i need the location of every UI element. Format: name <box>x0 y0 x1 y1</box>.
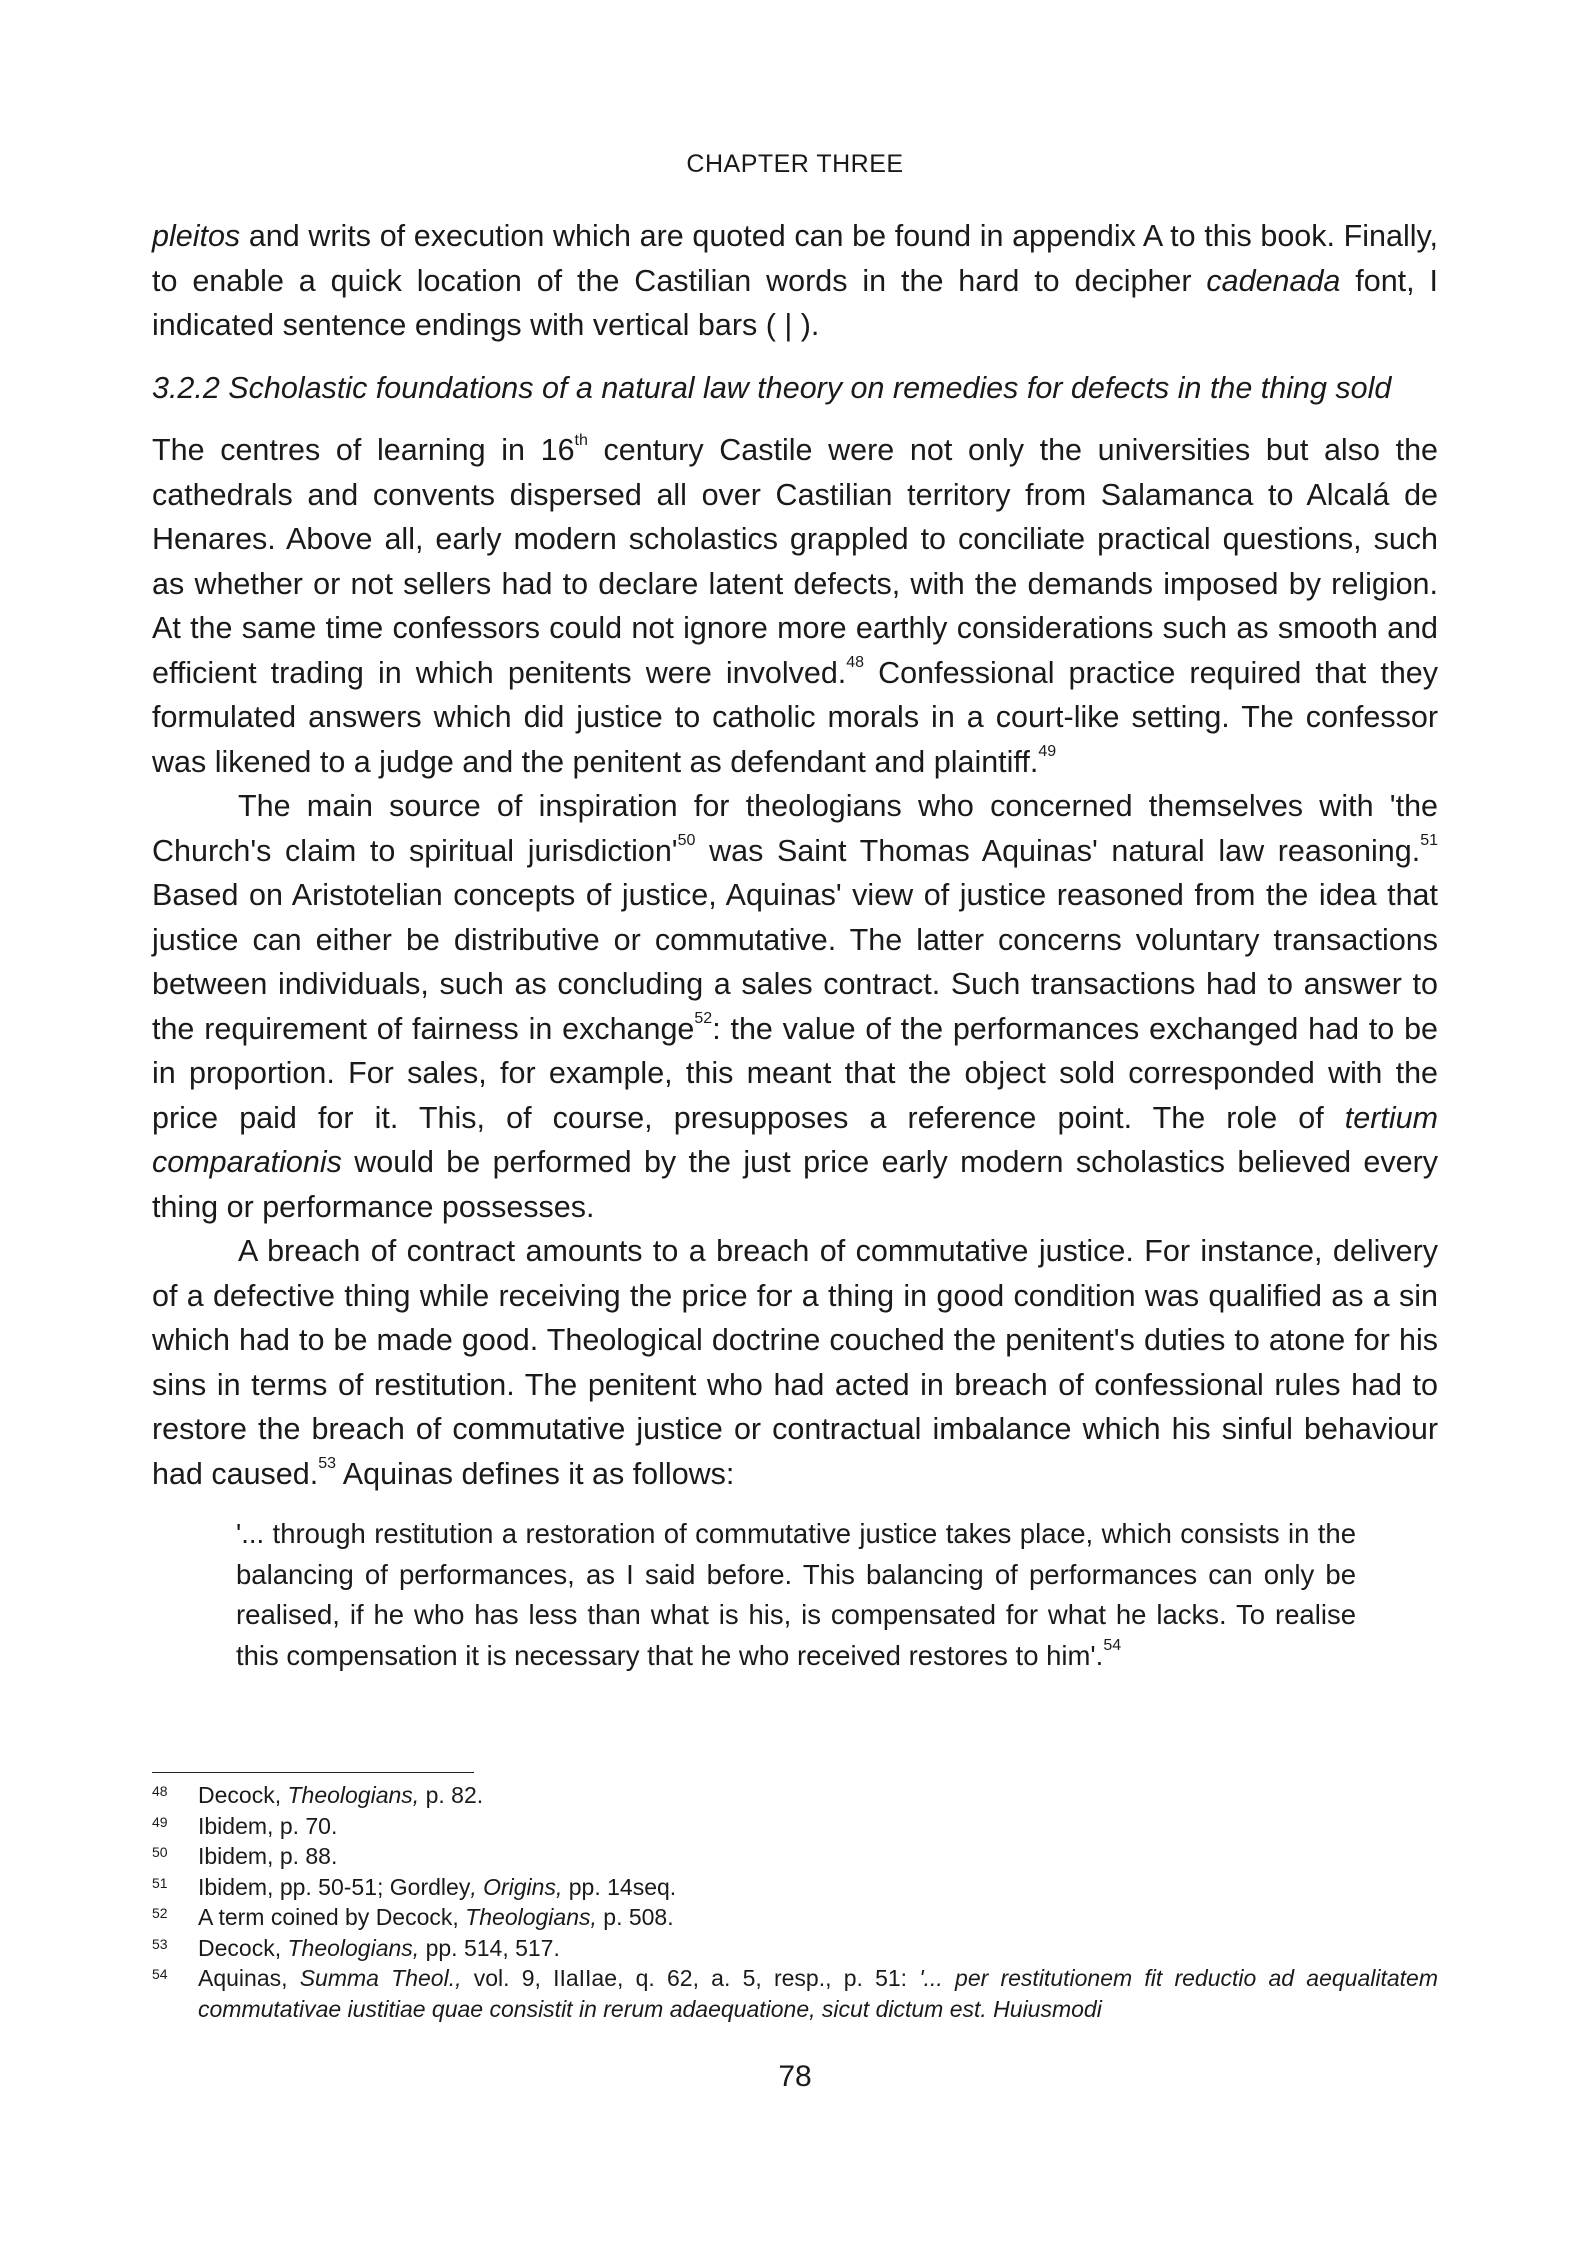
section-heading: 3.2.2 Scholastic foundations of a natural law theory on remedies for defects in the thing sold <box>152 370 1392 405</box>
footnote-ref[interactable]: 50 <box>677 832 696 850</box>
footnote-ref[interactable]: 48 <box>846 654 865 672</box>
block-quote: '... through restitution a restoration of commutative justice takes place, which consists in the balancing of performances, as I said before. This balancing of performances can only be realised, if he who has less than what is his, is compensated for what he lacks. To realise this compensation it is necessary that he who received restores to him'.$^{54}$ <box>236 1518 1356 1671</box>
footnote: 48 Decock, Theologians, p. 82. <box>152 1782 484 1808</box>
paragraph: The main source of inspiration for theologians who concerned themselves with 'the Church's claim to spiritual $jurisdiction'^{50}$ was Saint Thomas Aquinas' natural law reasoning.$^{51}$ Based on Aristotelian concepts of justice, Aquinas' view of justice reasoned from the idea that justice can either be distributive or commutative. The latter concerns voluntary transactions between individuals, such as concluding a sales contract. Such transactions had to answer to the requirement of fairness in exchange$^{52}$: the value of the performances exchanged had to be in proportion. For sales, for example, this meant that the object sold corresponded with the price paid for it. This, of course, presupposes a reference point. The role of tertium comparationis would be performed by the just price early modern scholastics believed every thing or performance possesses. <box>152 789 1438 1224</box>
running-header: CHAPTER THREE <box>686 150 904 178</box>
footnote: 49 Ibidem, p. 70. <box>152 1812 338 1839</box>
footnote-ref[interactable]: 51 <box>1420 832 1438 850</box>
page-number: 78 <box>778 2060 812 2093</box>
paragraph: A breach of contract amounts to a breach of commutative justice. For instance, delivery of a defective thing while receiving the price for a thing in good condition was qualified as a sin which had to be made good. Theological doctrine couched the penitent's duties to atone for his sins in terms of restitution. The penitent who had acted in breach of confessional rules had to restore the breach of commutative justice or contractual imbalance which his sinful behaviour had caused.$^{53}$ Aquinas defines it as follows: <box>152 1234 1438 1491</box>
footnote-ref[interactable]: 53 <box>318 1455 336 1473</box>
footnote-ref[interactable]: 49 <box>1038 743 1057 761</box>
footnote: 52 A term coined by Decock, Theologians, p. 508. <box>152 1904 674 1930</box>
footnote: 53 Decock, Theologians, pp. 514, 517. <box>152 1934 560 1961</box>
footnotes <box>152 1780 1438 2024</box>
footnote-ref[interactable]: 54 <box>1103 1637 1122 1655</box>
footnote: 51 Ibidem, pp. 50-51; Gordley, Origins, pp. 14seq. <box>152 1873 677 1900</box>
paragraph-continuation: pleitos and writs of execution which are quoted can be found in appendix A to this book. Finally, to enable a quick location of the Castilian words in the hard to decipher cadenada font, I indicated sentence endings with vertical bars ( | ). <box>152 219 1438 342</box>
body-text <box>152 214 1438 1676</box>
footnote-ref[interactable]: 52 <box>694 1010 713 1028</box>
footnote: 50 Ibidem, p. 88. <box>152 1843 338 1869</box>
footnote: 54 Aquinas, Summa Theol., vol. 9, IIaIIae, q. 62, a. 5, resp., p. 51: '... per restitutionem fit reductio ad aequalitatem commutativae iustitiae quae consistit in rerum adaequatione, sicut dictum est. Huiusmodi <box>152 1965 1438 2022</box>
paragraph: The centres of learning in 16th century Castile were not only the universities but also the cathedrals and convents dispersed all over Castilian territory from Salamanca to Alcalá de Henares. Above all, early modern scholastics grappled to conciliate practical questions, such as whether or not sellers had to declare latent defects, with the demands imposed by religion. At the same time confessors could not ignore more earthly considerations such as smooth and efficient trading in which penitents were involved.$^{48}$ Confessional practice required that they formulated answers which did justice to catholic morals in a court-like setting. The confessor was likened to a judge and the penitent as defendant and plaintiff.$^{49}$ <box>152 431 1438 779</box>
footnote-divider <box>152 1772 474 1773</box>
